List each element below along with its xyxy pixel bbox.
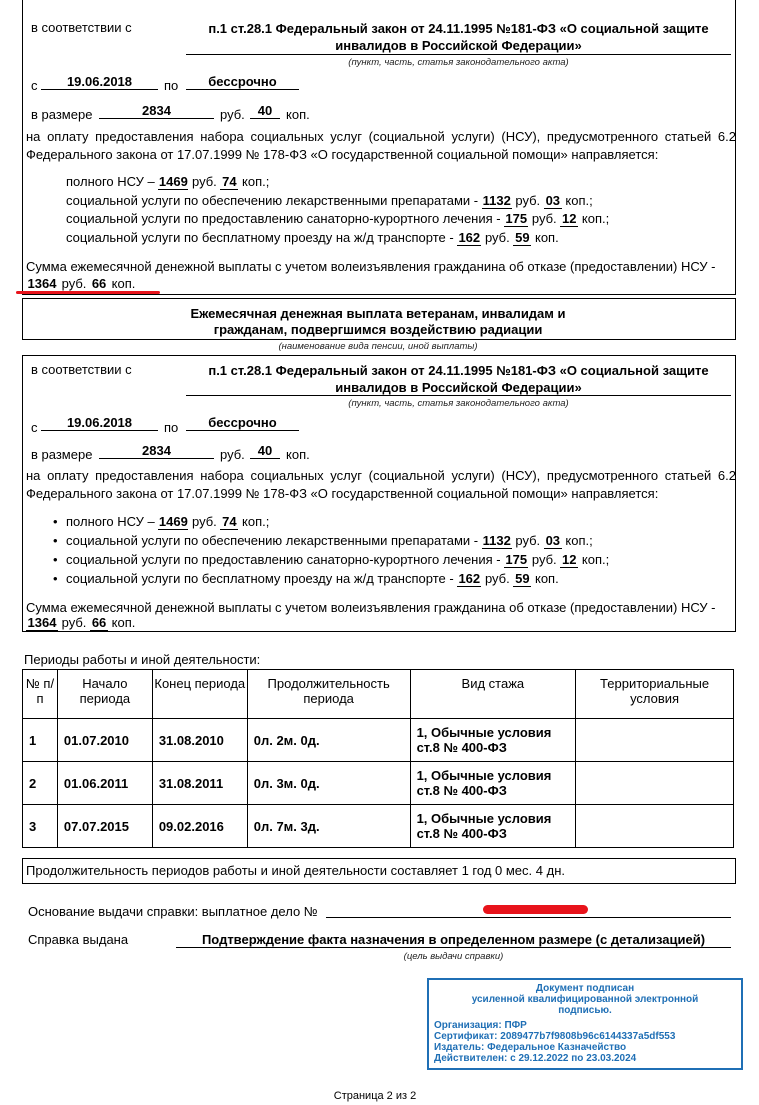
block1-law: п.1 ст.28.1 Федеральный закон от 24.11.1995 №181-ФЗ «О социальной защите инвалидов в Российской Федерации» <box>208 21 709 53</box>
periods-heading: Периоды работы и иной деятельности: <box>24 652 261 667</box>
issued-underline <box>176 947 731 948</box>
cell-num: 3 <box>23 805 58 848</box>
header-start: Начало периода <box>57 670 152 719</box>
cell-type: 1, Обычные условия ст.8 № 400-ФЗ <box>410 719 576 762</box>
block2-to-label: по <box>164 420 179 435</box>
block2-accordance-label: в соответствии с <box>31 362 132 377</box>
block1-amount-label: в размере <box>31 107 93 122</box>
block2-rub-label: руб. <box>220 447 245 462</box>
block1-law-caption: (пункт, часть, статья законодательного акта) <box>348 57 569 68</box>
block2-nsu-text: на оплату предоставления набора социальных услуг (социальной услуги) (НСУ), предусмотренного статьей 6.2 Федерального закона от 17.07.1999 № 178-ФЗ «О государственной социальной помощи» направляется: <box>26 468 736 501</box>
cell-duration: 0л. 7м. 3д. <box>247 805 410 848</box>
sum-kop: 66 <box>91 615 107 630</box>
cell-start: 07.07.2015 <box>57 805 152 848</box>
block1-sum-amount <box>26 276 135 292</box>
item-rub: 1469 <box>158 174 188 189</box>
item-kop-label: коп. <box>565 193 590 208</box>
sum-kop-label: коп. <box>111 615 136 630</box>
item-rub-label: руб. <box>191 514 217 529</box>
block2-item-1: • полного НСУ – 1469 руб. 74 коп.; <box>66 514 269 530</box>
block2-from-date: 19.06.2018 <box>41 415 158 431</box>
cell-start: 01.06.2011 <box>57 762 152 805</box>
red-underline-annotation <box>16 291 160 294</box>
item-kop-label: коп. <box>242 514 266 529</box>
item-rub-label: руб. <box>191 174 217 189</box>
item-rub: 1132 <box>482 193 511 208</box>
cell-territorial <box>576 719 734 762</box>
cell-end: 31.08.2010 <box>152 719 247 762</box>
block2-title-caption: (наименование вида пенсии, иной выплаты) <box>278 341 478 352</box>
table-header-row <box>23 670 734 719</box>
block2-rub-value: 2834 <box>99 443 214 459</box>
table-row <box>23 762 734 805</box>
block2-law-caption: (пункт, часть, статья законодательного акта) <box>348 398 569 409</box>
item-kop: 59 <box>515 230 530 245</box>
block2-law-underline <box>186 395 731 396</box>
block2-kop-value: 40 <box>250 443 280 459</box>
block2-title: Ежемесячная денежная выплата ветеранам, инвалидам и гражданам, подвергшимся воздействию радиации <box>190 306 566 337</box>
basis-underline <box>326 917 731 918</box>
block1-from-date: 19.06.2018 <box>41 74 158 90</box>
redaction-mark <box>483 905 588 914</box>
block2-item-2: • социальной услуги по обеспечению лекарственными препаратами - 1132 руб. 03 коп.; <box>66 533 593 549</box>
item-kop: 12 <box>562 552 577 567</box>
block1-item-3: социальной услуги по предоставлению санаторно-курортного лечения - 175 руб. 12 коп.; <box>66 211 610 226</box>
block1-law-underline <box>186 54 731 55</box>
sig-line3: подписью. <box>558 1005 612 1016</box>
table-row <box>23 805 734 848</box>
block2-from-label: с <box>31 420 38 435</box>
block2-item-4 <box>66 571 559 587</box>
issued-caption: (цель выдачи справки) <box>403 951 504 962</box>
periods-total: Продолжительность периодов работы и иной деятельности составляет 1 год 0 мес. 4 дн. <box>26 863 565 878</box>
sum-kop: 66 <box>91 276 107 291</box>
block1-kop-label: коп. <box>286 107 310 122</box>
block1-accordance-label: в соответствии с <box>31 20 132 35</box>
item-kop-label: коп. <box>565 533 590 548</box>
block1-kop-value: 40 <box>250 103 280 119</box>
basis-label: Основание выдачи справки: выплатное дело № <box>28 904 318 919</box>
item-rub: 162 <box>458 230 481 245</box>
periods-table <box>22 669 734 848</box>
sig-issuer: Издатель: Федеральное Казначейство <box>434 1042 627 1053</box>
cell-end: 31.08.2011 <box>152 762 247 805</box>
item-kop-label: коп. <box>534 230 559 245</box>
cell-num: 2 <box>23 762 58 805</box>
item-label: социальной услуги по бесплатному проезду на ж/д транспорте - <box>66 571 454 586</box>
item-kop-label: коп. <box>534 571 559 586</box>
sum-kop-label: коп. <box>111 276 136 291</box>
block1-item-2: социальной услуги по обеспечению лекарственными препаратами - 1132 руб. 03 коп.; <box>66 193 593 208</box>
header-territorial: Территориальные условия <box>576 670 734 719</box>
header-duration: Продолжительность периода <box>247 670 410 719</box>
block2-item-3: • социальной услуги по предоставлению санаторно-курортного лечения - 175 руб. 12 коп.; <box>66 552 609 568</box>
item-rub: 175 <box>505 552 528 567</box>
item-label: социальной услуги по обеспечению лекарственными препаратами - <box>66 193 479 208</box>
block1-rub-value: 2834 <box>99 103 214 119</box>
item-rub-label: руб. <box>484 230 510 245</box>
sum-rub: 1364 <box>27 276 57 291</box>
cell-duration: 0л. 2м. 0д. <box>247 719 410 762</box>
item-rub-label: руб. <box>531 211 557 226</box>
cell-territorial <box>576 762 734 805</box>
table-row <box>23 719 734 762</box>
sig-valid: Действителен: с 29.12.2022 по 23.03.2024 <box>434 1053 637 1064</box>
header-type: Вид стажа <box>410 670 576 719</box>
cell-start: 01.07.2010 <box>57 719 152 762</box>
item-rub-label: руб. <box>531 552 557 567</box>
page-footer: Страница 2 из 2 <box>333 1090 417 1102</box>
e-signature-stamp <box>427 978 743 1070</box>
cell-territorial <box>576 805 734 848</box>
item-rub: 175 <box>505 211 528 226</box>
item-rub-label: руб. <box>515 193 541 208</box>
item-label: социальной услуги по обеспечению лекарственными препаратами - <box>66 533 479 548</box>
item-rub: 162 <box>458 571 481 586</box>
item-kop: 03 <box>545 533 561 548</box>
item-kop: 74 <box>222 174 237 189</box>
block2-sum-text: Сумма ежемесячной денежной выплаты с учетом волеизъявления гражданина об отказе (предоставлении) НСУ - <box>26 600 716 615</box>
item-rub: 1469 <box>158 514 188 529</box>
issued-value: Подтверждение факта назначения в определенном размере (с детализацией) <box>201 932 706 947</box>
item-label: полного НСУ – <box>66 514 155 529</box>
block2-law: п.1 ст.28.1 Федеральный закон от 24.11.1995 №181-ФЗ «О социальной защите инвалидов в Российской Федерации» <box>208 363 709 395</box>
block2-sum-amount <box>26 615 135 631</box>
sig-line2: усиленной квалифицированной электронной <box>471 994 699 1005</box>
header-end: Конец периода <box>152 670 247 719</box>
item-kop: 03 <box>545 193 561 208</box>
issued-label: Справка выдана <box>28 932 129 947</box>
item-label: социальной услуги по бесплатному проезду на ж/д транспорте - <box>66 230 454 245</box>
item-label: полного НСУ – <box>66 174 155 189</box>
sum-rub-label: руб. <box>61 615 87 630</box>
sig-org: Организация: ПФР <box>434 1020 527 1031</box>
item-label: социальной услуги по предоставлению санаторно-курортного лечения - <box>66 552 501 567</box>
item-kop-label: коп. <box>581 552 606 567</box>
block1-sum-text: Сумма ежемесячной денежной выплаты с учетом волеизъявления гражданина об отказе (предоставлении) НСУ - <box>26 259 716 274</box>
sum-rub-label: руб. <box>61 276 87 291</box>
item-rub: 1132 <box>482 533 511 548</box>
block1-item-1: полного НСУ – 1469 руб. 74 коп.; <box>66 174 270 189</box>
block2-amount-label: в размере <box>31 447 93 462</box>
item-label: социальной услуги по предоставлению санаторно-курортного лечения - <box>66 211 501 226</box>
item-rub-label: руб. <box>515 533 541 548</box>
header-num: № п/п <box>23 670 58 719</box>
cell-end: 09.02.2016 <box>152 805 247 848</box>
cell-num: 1 <box>23 719 58 762</box>
sig-cert: Сертификат: 2089477b7f9808b96c6144337a5df553 <box>434 1031 676 1042</box>
block1-to-label: по <box>164 78 179 93</box>
item-kop: 74 <box>222 514 237 529</box>
block2-to-date: бессрочно <box>186 415 299 431</box>
block1-nsu-text: на оплату предоставления набора социальных услуг (социальной услуги) (НСУ), предусмотренного статьей 6.2 Федерального закона от 17.07.1999 № 178-ФЗ «О государственной социальной помощи» направляется: <box>26 129 736 162</box>
item-kop-label: коп. <box>242 174 266 189</box>
cell-duration: 0л. 3м. 0д. <box>247 762 410 805</box>
block1-item-4 <box>66 230 559 246</box>
cell-type: 1, Обычные условия ст.8 № 400-ФЗ <box>410 762 576 805</box>
sum-rub: 1364 <box>27 615 57 630</box>
block1-to-date: бессрочно <box>186 74 299 90</box>
block1-from-label: с <box>31 78 38 93</box>
block1-rub-label: руб. <box>220 107 245 122</box>
item-kop-label: коп. <box>581 211 606 226</box>
item-rub-label: руб. <box>484 571 510 586</box>
item-kop: 12 <box>562 211 577 226</box>
cell-type: 1, Обычные условия ст.8 № 400-ФЗ <box>410 805 576 848</box>
item-kop: 59 <box>515 571 530 586</box>
block2-kop-label: коп. <box>286 447 310 462</box>
sig-line1: Документ подписан <box>535 983 635 994</box>
